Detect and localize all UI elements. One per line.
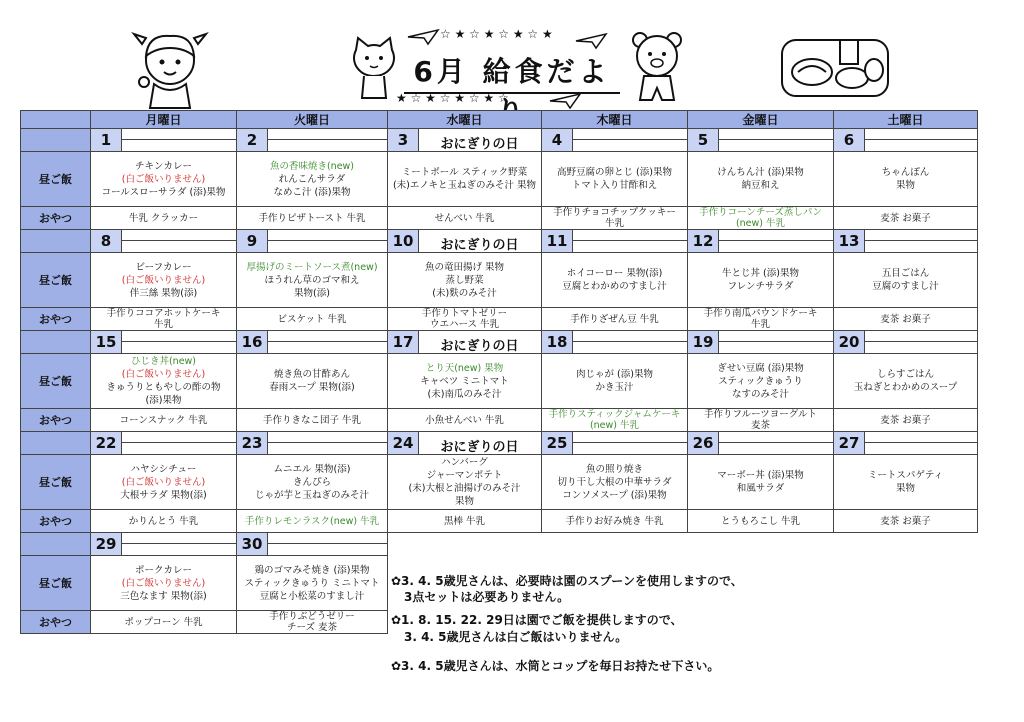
meal-item: なめこ汁 (添)果物: [273, 186, 351, 198]
meal-cell: [834, 455, 978, 510]
date-number: 5: [688, 129, 719, 151]
meal-item: 果物(添): [294, 287, 330, 299]
date-cell: [834, 230, 978, 253]
week-meal-row: [21, 253, 978, 308]
date-number: 22: [91, 432, 122, 454]
weekday-header-row: [21, 111, 978, 129]
date-number: 3: [388, 129, 419, 151]
meal-item: (白ご飯いりません): [121, 173, 206, 185]
date-number: 15: [91, 331, 122, 353]
date-divider: [864, 442, 977, 443]
date-divider: [864, 341, 977, 342]
date-cell: [542, 129, 688, 152]
meal-item: (白ご飯いりません): [121, 274, 206, 286]
date-divider: [572, 240, 687, 241]
meal-item: とり天(new) 果物: [425, 362, 504, 374]
date-divider: [121, 139, 236, 140]
row-side-blank: [21, 129, 91, 152]
snack-cell: [388, 308, 542, 331]
onigiri-day-label: おにぎりの日: [440, 238, 519, 253]
bear-illustration: [628, 30, 692, 106]
snack-row-label: おやつ: [21, 510, 91, 533]
snack-row-label: おやつ: [21, 611, 91, 634]
date-divider: [121, 240, 236, 241]
row-side-blank: [21, 533, 91, 556]
week-meal-row: [21, 455, 978, 510]
snack-item: 手作りピザトースト 牛乳: [258, 212, 366, 224]
date-cell: [388, 533, 542, 556]
date-divider: [121, 442, 236, 443]
snack-item: 黒棒 牛乳: [443, 515, 486, 527]
meal-item: 厚揚げのミートソース煮(new): [246, 261, 378, 273]
meal-item: (白ご飯いりません): [121, 577, 206, 589]
meal-item: ハヤシシチュー: [130, 463, 197, 475]
meal-item: ミートスパゲティ: [867, 470, 944, 481]
meal-item: トマト入り甘酢和え: [571, 180, 658, 191]
date-number: 9: [237, 230, 268, 252]
date-cell: [388, 331, 542, 354]
date-cell: [237, 533, 388, 556]
date-number: 20: [834, 331, 865, 353]
snack-cell: [834, 510, 978, 533]
snack-cell: [688, 510, 834, 533]
meal-item: 三色なます 果物(添): [120, 590, 207, 602]
meal-cell: [688, 455, 834, 510]
note-line: ✿3. 4. 5歳児さんは、必要時は園のスプーンを使用しますので、: [391, 574, 743, 588]
meal-item: 豆腐のすまし汁: [872, 281, 939, 292]
menu-calendar: [20, 110, 978, 634]
snack-cell: [834, 611, 978, 634]
snack-item: 牛乳: [750, 319, 770, 330]
note-line: ✿3. 4. 5歳児さんは、水筒とコップを毎日お持たせ下さい。: [391, 659, 720, 673]
date-divider: [267, 442, 387, 443]
onigiri-day-label: おにぎりの日: [440, 440, 519, 455]
snack-item: 麦茶 お菓子: [880, 515, 931, 527]
date-cell: [91, 230, 237, 253]
meal-item: 果物: [895, 180, 915, 191]
date-divider: [718, 442, 833, 443]
snack-item: 牛乳: [604, 218, 624, 229]
snack-cell: [91, 207, 237, 230]
date-number: 24: [388, 432, 419, 454]
date-cell: [91, 432, 237, 455]
weekday-sat: 土曜日: [834, 111, 978, 129]
meal-item: スティックきゅうり ミニトマト: [244, 577, 380, 589]
weekday-wed: 水曜日: [388, 111, 542, 129]
snack-item: 手作りフルーツヨーグルト: [704, 409, 817, 420]
meal-item: (白ご飯いりません): [121, 369, 206, 380]
meal-row-label: 昼ご飯: [21, 152, 91, 207]
date-number: 23: [237, 432, 268, 454]
snack-item: コーンスナック 牛乳: [119, 414, 208, 426]
snack-cell: [688, 207, 834, 230]
date-divider: [267, 543, 387, 544]
date-divider: [572, 442, 687, 443]
meal-item: ミートボール スティック野菜: [401, 167, 528, 178]
date-number: 6: [834, 129, 865, 151]
date-divider: [864, 240, 977, 241]
date-divider: [572, 341, 687, 342]
week-date-row: [21, 432, 978, 455]
snack-item: 手作りスティックジャムケーキ: [548, 409, 681, 420]
meal-item: (添)果物: [145, 395, 182, 406]
snack-row-label: おやつ: [21, 409, 91, 432]
snack-item: かりんとう 牛乳: [128, 515, 199, 527]
note-line: 3点セットは必要ありません。: [404, 590, 570, 604]
date-cell: [237, 230, 388, 253]
meal-item: ジャーマンポテト: [426, 470, 503, 481]
snack-cell: [542, 308, 688, 331]
snack-item: 麦茶: [750, 420, 770, 431]
date-cell: [91, 129, 237, 152]
meal-cell: [834, 152, 978, 207]
date-divider: [121, 341, 236, 342]
meal-item: 高野豆腐の卵とじ (添)果物: [557, 167, 672, 178]
meal-row-label: 昼ご飯: [21, 556, 91, 611]
meal-item: (白ご飯いりません): [121, 476, 206, 488]
meal-item: コンソメスープ (添)果物: [562, 489, 667, 501]
date-number: 18: [542, 331, 573, 353]
snack-item: 麦茶 お菓子: [880, 313, 931, 325]
meal-item: 五目ごはん: [881, 268, 930, 279]
snack-item: チーズ 麦茶: [286, 622, 338, 633]
date-cell: [688, 331, 834, 354]
meal-item: (未)南瓜のみそ汁: [427, 388, 502, 400]
meal-cell: [237, 152, 388, 207]
snack-row-label: おやつ: [21, 308, 91, 331]
meal-item: 大根サラダ 果物(添): [120, 489, 207, 501]
meal-item: ほうれん草のゴマ和え: [264, 274, 360, 286]
snack-item: (new) 牛乳: [735, 218, 786, 229]
onigiri-day-label: おにぎりの日: [440, 137, 519, 152]
meal-item: ひじき丼(new): [130, 356, 197, 367]
snack-cell: [91, 409, 237, 432]
date-cell: [834, 533, 978, 556]
snack-item: 手作りコーンチーズ蒸しパン: [699, 207, 822, 218]
meal-item: ビーフカレー: [135, 261, 192, 273]
meal-cell: [688, 253, 834, 308]
snack-cell: [91, 510, 237, 533]
date-divider: [718, 341, 833, 342]
meal-item: 春雨スープ 果物(添): [269, 382, 355, 393]
date-number: 17: [388, 331, 419, 353]
date-cell: [834, 129, 978, 152]
page-title: 6月 給食だよ: [413, 55, 611, 88]
meal-item: コールスローサラダ (添)果物: [101, 186, 226, 198]
snack-cell: [688, 409, 834, 432]
snack-item: ウエハース 牛乳: [429, 319, 500, 330]
meal-item: 果物: [895, 483, 915, 494]
snack-cell: [388, 207, 542, 230]
meal-item: 焼き魚の甘酢あん: [273, 369, 350, 380]
meal-item: 豆腐とわかめのすまし汁: [562, 281, 667, 292]
meal-item: 切り干し大根の中華サラダ: [557, 476, 672, 488]
snack-item: 手作りレモンラスク(new) 牛乳: [244, 515, 380, 527]
meal-item: 豆腐と小松菜のすまし汁: [259, 590, 365, 602]
date-cell: [834, 331, 978, 354]
snack-item: 牛乳 クラッカー: [128, 212, 199, 224]
meal-item: 魚の照り焼き: [585, 463, 643, 475]
date-divider: [718, 240, 833, 241]
meal-cell: [237, 253, 388, 308]
snack-item: 手作りざぜん豆 牛乳: [570, 313, 659, 325]
meal-cell: [542, 152, 688, 207]
date-number: 2: [237, 129, 268, 151]
date-cell: [388, 230, 542, 253]
date-cell: [542, 432, 688, 455]
snack-item: ポップコーン 牛乳: [124, 616, 203, 628]
meal-item: かき玉汁: [595, 382, 634, 393]
date-number: 27: [834, 432, 865, 454]
meal-item: チキンカレー: [135, 160, 192, 172]
snack-cell: [688, 611, 834, 634]
date-cell: [688, 533, 834, 556]
girl-illustration: [128, 26, 210, 110]
meal-cell: [388, 354, 542, 409]
meal-item: けんちん汁 (添)果物: [717, 167, 804, 178]
snack-item: とうもろこし 牛乳: [720, 515, 801, 527]
snack-item: 麦茶 お菓子: [880, 212, 931, 224]
week-date-row: [21, 533, 978, 556]
snack-item: 手作り南瓜パウンドケーキ: [703, 308, 818, 319]
snack-cell: [542, 510, 688, 533]
snack-cell: [237, 207, 388, 230]
snack-item: 手作りココアホットケーキ: [106, 308, 221, 319]
meal-cell: [91, 556, 237, 611]
date-divider: [572, 139, 687, 140]
date-number: 30: [237, 533, 268, 555]
date-cell: [388, 129, 542, 152]
meal-item: ハンバーグ: [441, 457, 488, 468]
snack-cell: [834, 207, 978, 230]
date-number: 25: [542, 432, 573, 454]
date-number: 4: [542, 129, 573, 151]
snack-cell: [688, 308, 834, 331]
snack-item: 牛乳: [153, 319, 173, 330]
snack-cell: [388, 510, 542, 533]
meal-item: 伴三絲 果物(添): [129, 287, 198, 299]
date-cell: [688, 129, 834, 152]
meal-cell: [237, 556, 388, 611]
meal-item: ポークカレー: [134, 564, 192, 576]
meal-item: きんぴら: [292, 476, 331, 488]
meal-cell: [688, 152, 834, 207]
snack-item: せんべい 牛乳: [434, 212, 495, 224]
meal-item: (未)麩のみそ汁: [432, 287, 497, 299]
date-cell: [834, 432, 978, 455]
meal-item: フレンチサラダ: [727, 281, 794, 292]
snack-item: 手作りぶどうゼリー: [269, 611, 355, 622]
snack-item: 手作りトマトゼリー: [421, 308, 508, 319]
meal-item: 玉ねぎとわかめのスープ: [853, 382, 958, 393]
snack-row-label: おやつ: [21, 207, 91, 230]
meal-item: 和風サラダ: [736, 483, 785, 494]
snack-cell: [834, 409, 978, 432]
note-line: ✿1. 8. 15. 22. 29日は園でご飯を提供しますので、: [391, 613, 683, 627]
cat-illustration: [348, 36, 400, 102]
date-divider: [864, 139, 977, 140]
date-cell: [237, 331, 388, 354]
meal-item: (未)エノキと玉ねぎのみそ汁 果物: [392, 180, 537, 191]
meal-cell: [688, 354, 834, 409]
weekday-fri: 金曜日: [688, 111, 834, 129]
week-date-row: [21, 230, 978, 253]
meal-item: スティックきゅうり: [718, 375, 803, 387]
date-number: 8: [91, 230, 122, 252]
snack-cell: [388, 409, 542, 432]
note-line: 3. 4. 5歳児さんは白ご飯はいりません。: [404, 630, 628, 644]
week-snack-row: [21, 308, 978, 331]
date-cell: [91, 331, 237, 354]
meal-cell: [237, 354, 388, 409]
meal-cell: [91, 253, 237, 308]
date-number: 16: [237, 331, 268, 353]
meal-cell: [834, 253, 978, 308]
weekday-thu: 木曜日: [542, 111, 688, 129]
date-cell: [237, 129, 388, 152]
meal-item: (未)大根と油揚げのみそ汁: [408, 483, 521, 494]
date-divider: [267, 240, 387, 241]
date-number: 19: [688, 331, 719, 353]
snack-cell: [542, 207, 688, 230]
meal-item: きゅうりともやしの酢の物: [106, 382, 221, 393]
row-side-blank: [21, 230, 91, 253]
date-divider: [267, 341, 387, 342]
meal-item: じゃが芋と玉ねぎのみそ汁: [254, 489, 369, 501]
week-date-row: [21, 129, 978, 152]
meal-row-label: 昼ご飯: [21, 253, 91, 308]
date-cell: [542, 331, 688, 354]
date-cell: [91, 533, 237, 556]
meal-cell: [237, 455, 388, 510]
snack-cell: [834, 308, 978, 331]
snack-cell: [542, 409, 688, 432]
meal-tray-illustration: [780, 34, 892, 100]
date-cell: [542, 533, 688, 556]
meal-cell: [91, 455, 237, 510]
meal-cell: [542, 455, 688, 510]
meal-cell: [542, 354, 688, 409]
week-meal-row: [21, 354, 978, 409]
date-number: 26: [688, 432, 719, 454]
meal-cell: [388, 253, 542, 308]
meal-item: 納豆和え: [741, 180, 780, 191]
meal-item: ホイコーロー 果物(添): [566, 268, 663, 279]
meal-item: ぎせい豆腐 (添)果物: [717, 362, 804, 374]
weeks-body: [21, 129, 978, 634]
meal-row-label: 昼ご飯: [21, 455, 91, 510]
meal-item: しらすごはん: [876, 369, 934, 380]
star-icon: [440, 24, 590, 44]
week-snack-row: [21, 409, 978, 432]
svg-text:☆ ★ ☆ ★ ☆ ★ ☆ ★: ☆ ★ ☆ ★ ☆ ★ ☆ ★: [440, 27, 553, 41]
week-snack-row: [21, 207, 978, 230]
meal-cell: [834, 354, 978, 409]
meal-item: ムニエル 果物(添): [273, 463, 351, 475]
snack-cell: [237, 308, 388, 331]
meal-cell: [91, 354, 237, 409]
meal-item: 果物: [454, 496, 474, 507]
row-side-blank: [21, 432, 91, 455]
snack-item: 手作りきなこ団子 牛乳: [262, 414, 362, 426]
snack-item: 小魚せんべい 牛乳: [425, 414, 504, 426]
meal-cell: [388, 455, 542, 510]
snack-item: 麦茶 お菓子: [880, 414, 931, 426]
svg-text:★ ☆ ★ ☆ ★ ☆ ★ ☆: ★ ☆ ★ ☆ ★ ☆ ★ ☆: [396, 91, 509, 105]
snack-item: 手作りお好み焼き 牛乳: [565, 515, 664, 527]
meal-cell: [542, 253, 688, 308]
meal-item: キャベツ ミニトマト: [420, 375, 509, 387]
meal-item: 魚の竜田揚げ 果物: [424, 261, 505, 273]
date-cell: [688, 230, 834, 253]
meal-cell: [91, 152, 237, 207]
date-divider: [718, 139, 833, 140]
paper-plane-icon: [406, 28, 440, 46]
date-divider: [267, 139, 387, 140]
snack-cell: [237, 611, 388, 634]
week-date-row: [21, 331, 978, 354]
meal-item: 牛とじ丼 (添)果物: [722, 268, 799, 279]
title-underline: [404, 92, 620, 94]
date-cell: [237, 432, 388, 455]
meal-item: 肉じゃが (添)果物: [576, 369, 653, 380]
snack-item: ビスケット 牛乳: [277, 313, 347, 325]
date-number: 12: [688, 230, 719, 252]
weekday-mon: 月曜日: [91, 111, 237, 129]
date-divider: [121, 543, 236, 544]
meal-cell: [834, 556, 978, 611]
date-number: 29: [91, 533, 122, 555]
weekday-tue: 火曜日: [237, 111, 388, 129]
header-corner: [21, 111, 91, 129]
meal-item: 鶏のゴマみそ焼き (添)果物: [254, 564, 370, 576]
week-snack-row: [21, 510, 978, 533]
meal-item: 魚の香味焼き(new): [269, 160, 355, 172]
snack-cell: [91, 611, 237, 634]
snack-cell: [237, 409, 388, 432]
snack-item: 手作りチョコチップクッキー: [553, 207, 676, 218]
date-cell: [388, 432, 542, 455]
snack-cell: [237, 510, 388, 533]
onigiri-day-label: おにぎりの日: [440, 339, 519, 354]
date-number: 1: [91, 129, 122, 151]
meal-cell: [388, 152, 542, 207]
meal-row-label: 昼ご飯: [21, 354, 91, 409]
meal-item: 蒸し野菜: [445, 274, 484, 286]
snack-cell: [91, 308, 237, 331]
date-number: 10: [388, 230, 419, 252]
row-side-blank: [21, 331, 91, 354]
snack-item: (new) 牛乳: [589, 420, 640, 431]
date-number: 13: [834, 230, 865, 252]
week-meal-row: [21, 152, 978, 207]
meal-item: れんこんサラダ: [278, 173, 346, 185]
meal-item: マーボー丼 (添)果物: [717, 470, 804, 481]
meal-item: ちゃんぽん: [881, 167, 930, 178]
date-number: 11: [542, 230, 573, 252]
date-cell: [542, 230, 688, 253]
meal-item: なすのみそ汁: [731, 388, 789, 400]
date-cell: [688, 432, 834, 455]
